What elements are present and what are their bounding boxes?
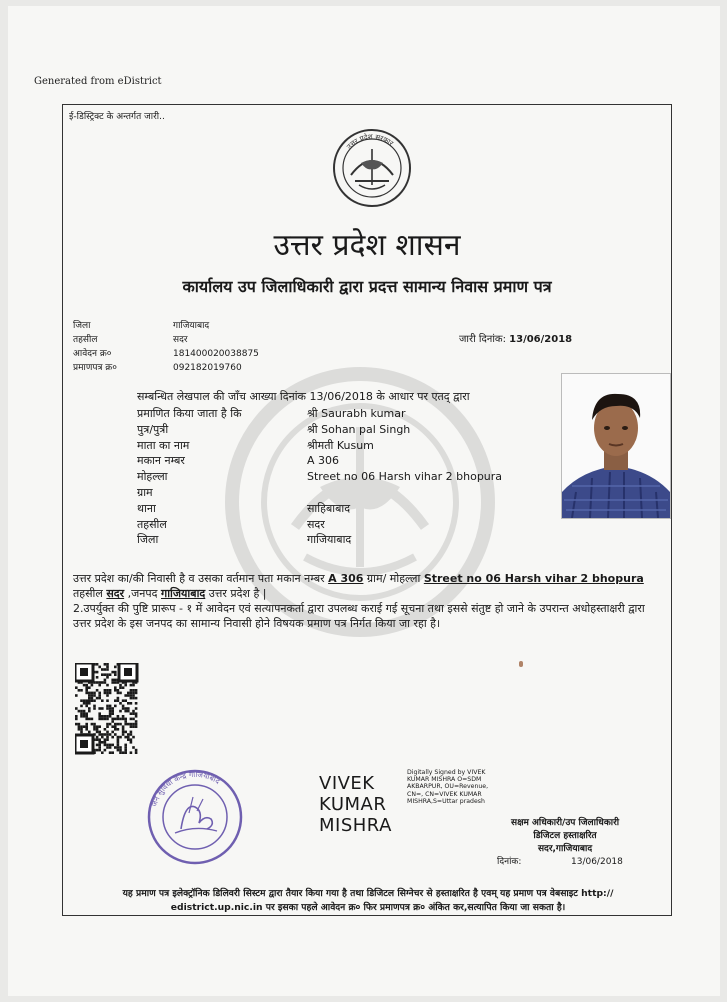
- applicant-photo: [561, 373, 671, 519]
- stamp-caption: जन सुविधा केन्द्र गाजियाबाद: [149, 769, 222, 808]
- issue-date: 13/06/2018: [509, 334, 573, 345]
- district-name: गाजियाबाद: [161, 587, 206, 600]
- application-number: 181400020038875: [173, 349, 259, 359]
- field-label: ग्राम: [137, 485, 153, 499]
- document-title: उत्तर प्रदेश शासन: [273, 228, 461, 263]
- field-value: A 306: [307, 454, 340, 468]
- field-value: Street no 06 Harsh vihar 2 bhopura: [307, 470, 503, 484]
- certificate-number: 092182019760: [173, 363, 242, 373]
- signer-name: VIVEK KUMAR MISHRA: [319, 773, 392, 836]
- field-label: जिला: [137, 533, 159, 547]
- signature-date: [497, 854, 623, 867]
- field-label: माता का नाम: [137, 438, 190, 452]
- field-row: [137, 501, 502, 517]
- signature-date-label: दिनांक:: [497, 857, 522, 867]
- field-row: [137, 532, 502, 548]
- certificate-label: प्रमाणपत्र क्र०: [73, 363, 117, 373]
- certificate-page: [8, 6, 720, 996]
- tehsil-label: तहसील: [73, 335, 98, 345]
- emblem-caption: उत्तर प्रदेश सरकार: [345, 132, 395, 151]
- field-row: [137, 469, 502, 485]
- field-value: श्री Sohan pal Singh: [307, 422, 411, 436]
- field-row: [137, 422, 502, 438]
- application-label: आवेदन क्र०: [73, 349, 112, 359]
- field-value: साहिबाबाद: [307, 501, 351, 515]
- office-stamp: [145, 767, 245, 867]
- signature-date-value: 13/06/2018: [571, 857, 623, 867]
- field-value: गाजियाबाद: [307, 533, 352, 547]
- field-label: प्रमाणित किया जाता है कि: [137, 407, 242, 420]
- field-row: [137, 485, 502, 501]
- field-row: [137, 453, 502, 469]
- statement-paragraph-2: 2.उपर्युक्त की पुष्टि प्रारूप - १ में आवेदन एवं सत्यापनकर्ता द्वारा उपलब्ध कराई गई सूचना तथा इससे संतुष्ट हो जाने के उपरान्त अधोहस्ताक्षरी द्वारा उत्तर प्रदेश के इस जनपद का सामान्य निवासी होने विषयक प्रमाण पत्र निर्गत किया जा रहा है।: [73, 602, 645, 630]
- house-number: A 306: [328, 572, 364, 585]
- issued-under-note: ई-डिस्ट्रिक्ट के अन्तर्गत जारी..: [69, 112, 165, 122]
- signing-officer: सक्षम अधिकारी/उप जिलाधिकारी डिजिटल हस्ताक्षरित सदर,गाजियाबाद: [511, 818, 620, 854]
- field-value: श्री Saurabh kumar: [307, 407, 406, 420]
- ink-speck: [519, 661, 523, 667]
- document-subtitle: कार्यालय उप जिलाधिकारी द्वारा प्रदत्त सामान्य निवास प्रमाण पत्र: [182, 277, 552, 296]
- certificate-frame: [62, 104, 672, 916]
- field-value: सदर: [307, 517, 325, 531]
- certificate-statement: [73, 571, 663, 631]
- generated-note: Generated from eDistrict: [34, 76, 162, 87]
- field-label: थाना: [137, 501, 156, 515]
- up-government-emblem: [331, 127, 413, 209]
- tehsil-value: सदर: [173, 335, 188, 345]
- field-label: पुत्र/पुत्री: [137, 422, 169, 436]
- district-label: जिला: [73, 321, 91, 331]
- field-row: [137, 517, 502, 533]
- statement-paragraph-1: उत्तर प्रदेश का/की निवासी है व उसका वर्तमान पता मकान नम्बर A 306 ग्राम/ मोहल्ला Street no 06 Harsh vihar 2 bhopura तहसील सदर ,जनपद गाजियाबाद उत्तर प्रदेश है |: [73, 572, 644, 600]
- digital-signature-details: Digitally Signed by VIVEK KUMAR MISHRA O=SDM AKBARPUR, OU=Revenue, CN=, CN=VIVEK KUMAR MISHRA,S=Uttar pradesh: [407, 769, 489, 805]
- field-label: मोहल्ला: [137, 470, 168, 484]
- field-label: मकान नम्बर: [137, 454, 185, 468]
- verification-intro: सम्बन्धित लेखपाल की जाँच आख्या दिनांक 13/06/2018 के आधार पर एतद् द्वारा: [137, 390, 470, 403]
- qr-code: [75, 663, 139, 755]
- verification-footer: यह प्रमाण पत्र इलेक्ट्रॉनिक डिलिवरी सिस्टम द्वारा तैयार किया गया है तथा डिजिटल सिग्नेचर से हस्ताक्षरित है एवम् यह प्रमाण पत्र वेबसाइट http:// edistrict.up.nic.in पर इसका पहले आवेदन क्र० फिर प्रमाणपत्र क्र० अंकित कर,सत्यापित किया जा सकता है।: [122, 888, 614, 913]
- field-label: तहसील: [137, 517, 167, 531]
- field-row: [137, 406, 502, 422]
- street-address: Street no 06 Harsh vihar 2 bhopura: [423, 572, 644, 585]
- district-value: गाजियाबाद: [173, 321, 210, 331]
- tehsil-name: सदर: [106, 587, 125, 600]
- issue-date-block: [459, 331, 572, 345]
- issue-date-label: जारी दिनांक:: [459, 334, 506, 345]
- field-row: [137, 438, 502, 454]
- field-value: श्रीमती Kusum: [307, 438, 374, 452]
- applicant-fields: [137, 406, 502, 548]
